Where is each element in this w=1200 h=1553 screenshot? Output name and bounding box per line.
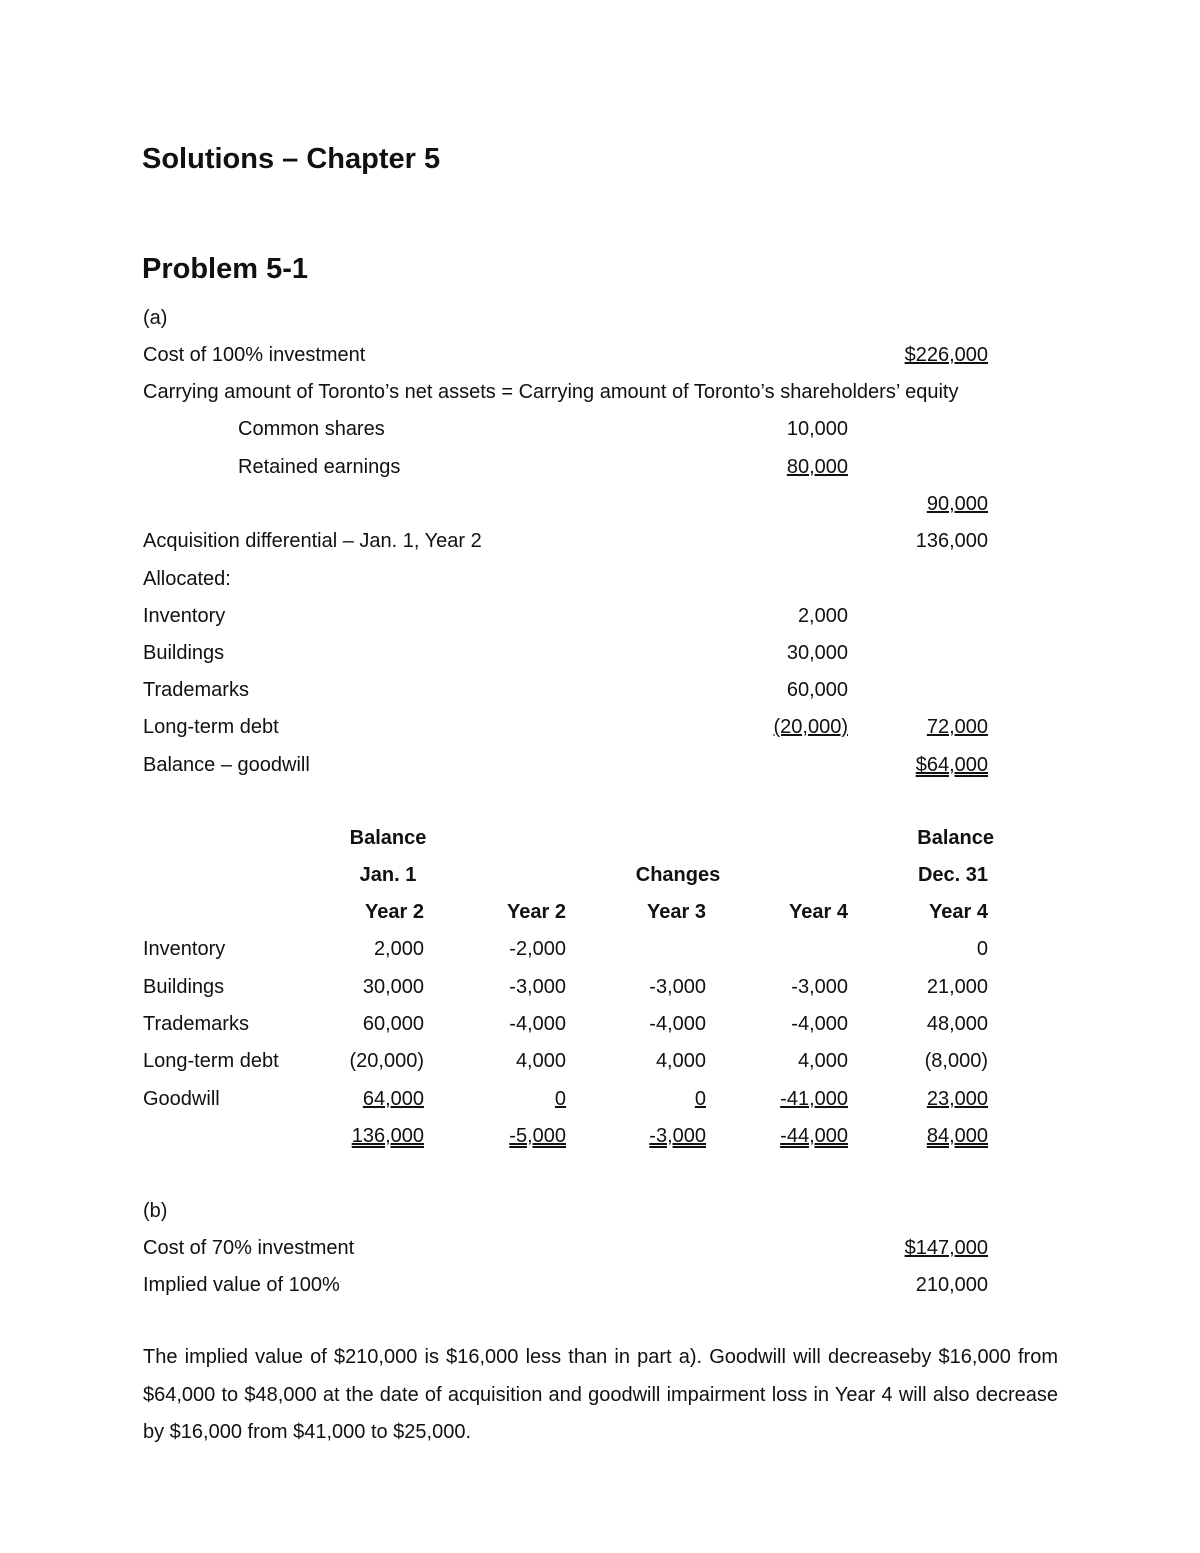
header-year3: Year 3 bbox=[647, 901, 706, 923]
schedule-cell: -4,000 bbox=[509, 1013, 566, 1035]
schedule-cell: -3,000 bbox=[509, 976, 566, 998]
schedule-cell: -3,000 bbox=[791, 976, 848, 998]
header-year2-balance: Year 2 bbox=[365, 901, 424, 923]
allocation-value: 2,000 bbox=[797, 605, 848, 627]
allocation-label: Inventory bbox=[143, 605, 226, 627]
schedule-cell: -4,000 bbox=[649, 1013, 706, 1035]
retained-earnings-value: 80,000 bbox=[786, 456, 848, 478]
header-year2-change: Year 2 bbox=[507, 901, 566, 923]
part-b-label: (b) bbox=[143, 1200, 168, 1222]
schedule-cell: (8,000) bbox=[924, 1050, 988, 1072]
cost-value: $226,000 bbox=[904, 344, 988, 366]
schedule-cell: -2,000 bbox=[509, 938, 566, 960]
schedule-cell: -41,000 bbox=[780, 1088, 848, 1110]
part-a-label: (a) bbox=[143, 307, 168, 329]
header-year4-change: Year 4 bbox=[789, 901, 848, 923]
carrying-amount-line: Carrying amount of Toronto’s net assets = Carrying amount of Toronto’s shareholders’ equity bbox=[143, 381, 959, 403]
schedule-cell: -3,000 bbox=[649, 976, 706, 998]
explanation-paragraph: The implied value of $210,000 is $16,000 less than in part a). Goodwill will decreaseby $16,000 from $64,000 to $48,000 at the date of acquisition and goodwill impairment loss in Year 4 will also decrease by $16,000 from $41,000 to $25,000. bbox=[143, 1346, 1058, 1443]
allocation-total: 72,000 bbox=[926, 716, 988, 738]
schedule-total: -5,000 bbox=[509, 1125, 566, 1147]
cost-70-value: $147,000 bbox=[904, 1237, 988, 1259]
schedule-row-label: Goodwill bbox=[143, 1088, 220, 1110]
equity-total: 90,000 bbox=[926, 493, 988, 515]
schedule-cell: 2,000 bbox=[373, 938, 424, 960]
header-dec31: Dec. 31 bbox=[917, 864, 988, 886]
schedule-cell: 30,000 bbox=[362, 976, 424, 998]
allocation-value: 30,000 bbox=[786, 642, 848, 664]
schedule-total: 84,000 bbox=[926, 1125, 988, 1147]
schedule-cell: 0 bbox=[976, 938, 988, 960]
header-balance-dec: Balance bbox=[917, 827, 994, 849]
schedule-cell: 4,000 bbox=[797, 1050, 848, 1072]
allocation-label: Buildings bbox=[143, 642, 225, 664]
implied-value-label: Implied value of 100% bbox=[143, 1274, 340, 1296]
schedule-cell: 4,000 bbox=[515, 1050, 566, 1072]
header-year4-balance: Year 4 bbox=[929, 901, 988, 923]
header-changes: Changes bbox=[635, 864, 721, 886]
goodwill-value: $64,000 bbox=[915, 754, 988, 776]
allocation-value: (20,000) bbox=[773, 716, 848, 738]
schedule-cell: 48,000 bbox=[926, 1013, 988, 1035]
schedule-cell: 60,000 bbox=[362, 1013, 424, 1035]
cost-70-label: Cost of 70% investment bbox=[143, 1237, 355, 1259]
schedule-cell: 4,000 bbox=[655, 1050, 706, 1072]
schedule-row-label: Long-term debt bbox=[143, 1050, 279, 1072]
schedule-row-label: Buildings bbox=[143, 976, 225, 998]
allocation-label: Long-term debt bbox=[143, 716, 279, 738]
acquisition-differential-label: Acquisition differential – Jan. 1, Year 2 bbox=[143, 530, 482, 552]
retained-earnings-label: Retained earnings bbox=[238, 456, 401, 478]
header-jan1: Jan. 1 bbox=[359, 864, 417, 886]
schedule-cell: 23,000 bbox=[926, 1088, 988, 1110]
page-title: Solutions – Chapter 5 bbox=[142, 143, 441, 175]
schedule-row-label: Inventory bbox=[143, 938, 226, 960]
schedule-cell: 0 bbox=[554, 1088, 566, 1110]
schedule-total: -44,000 bbox=[780, 1125, 848, 1147]
acquisition-differential-value: 136,000 bbox=[915, 530, 988, 552]
schedule-cell: 64,000 bbox=[362, 1088, 424, 1110]
schedule-total: 136,000 bbox=[351, 1125, 424, 1147]
implied-value-amount: 210,000 bbox=[915, 1274, 988, 1296]
schedule-cell: 21,000 bbox=[926, 976, 988, 998]
common-shares-value: 10,000 bbox=[786, 418, 848, 440]
common-shares-label: Common shares bbox=[238, 418, 385, 440]
goodwill-label: Balance – goodwill bbox=[143, 754, 310, 776]
schedule-cell: -4,000 bbox=[791, 1013, 848, 1035]
allocated-label: Allocated: bbox=[143, 568, 231, 590]
cost-label: Cost of 100% investment bbox=[143, 344, 366, 366]
header-balance-jan: Balance bbox=[349, 827, 427, 849]
allocation-label: Trademarks bbox=[143, 679, 249, 701]
schedule-cell: 0 bbox=[694, 1088, 706, 1110]
schedule-cell: (20,000) bbox=[349, 1050, 424, 1072]
allocation-value: 60,000 bbox=[786, 679, 848, 701]
schedule-total: -3,000 bbox=[649, 1125, 706, 1147]
problem-title: Problem 5-1 bbox=[142, 253, 308, 285]
schedule-row-label: Trademarks bbox=[143, 1013, 249, 1035]
